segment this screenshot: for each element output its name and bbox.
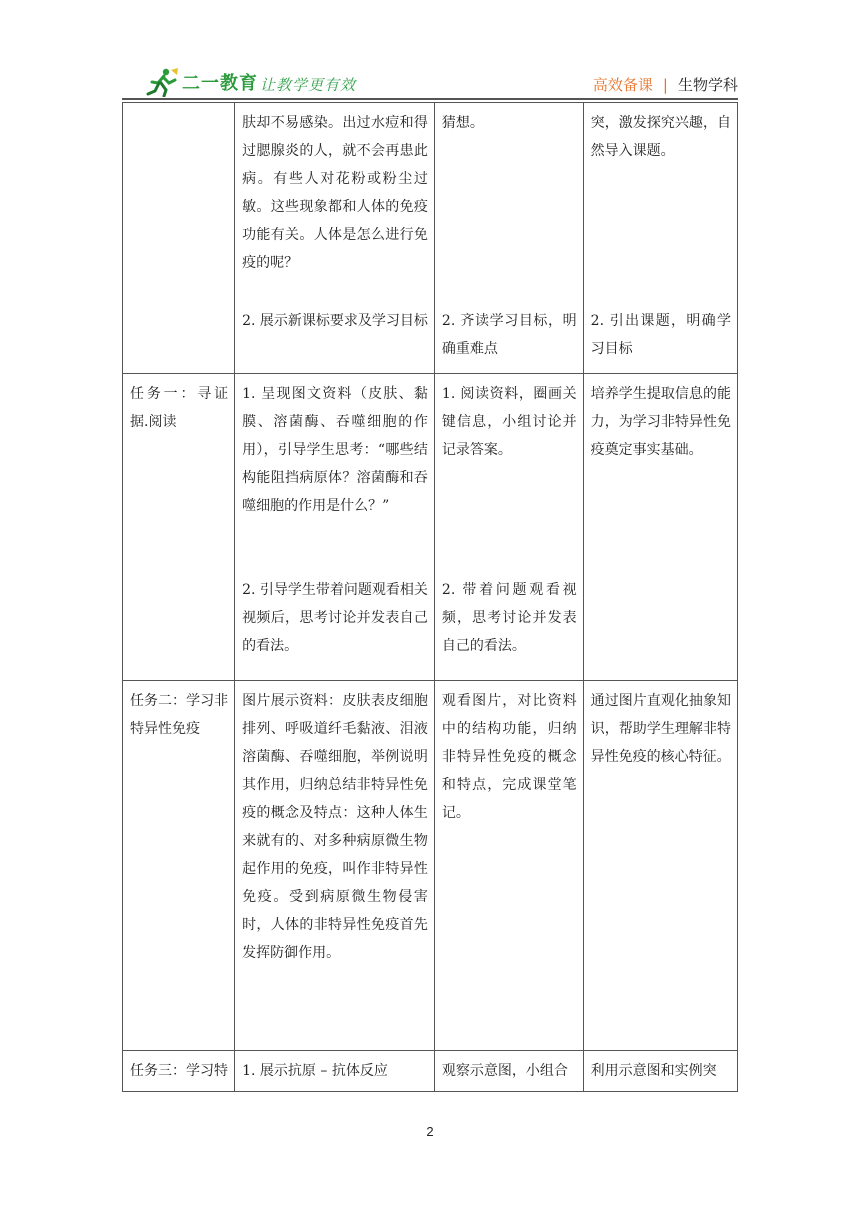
cell-paragraph: 1. 呈现图文资料（皮肤、黏膜、溶菌酶、吞噬细胞的作用），引导学生思考：“哪些结构能阻挡病原体？溶菌酶和吞噬细胞的作用是什么？” — [242, 386, 428, 514]
brand-slogan: 让教学更有效 — [260, 76, 357, 94]
cell-paragraph: 2. 引出课题，明确学习目标 — [590, 313, 731, 357]
table-cell: 利用示意图和实例突 — [583, 1051, 737, 1092]
table-row — [123, 1051, 738, 1092]
table-row — [123, 374, 738, 681]
table-cell: 培养学生提取信息的能力，为学习非特异性免疫奠定事实基础。 — [583, 374, 737, 681]
cell-paragraph: 2. 带着问题观看视频，思考讨论并发表自己的看法。 — [441, 582, 577, 654]
cell-paragraph: 猜想。 — [441, 115, 484, 131]
header-course-type: 高效备课 — [592, 76, 653, 94]
header-divider — [122, 98, 738, 100]
table-row — [123, 103, 738, 374]
task-name-cell: 任务一：寻证据.阅读 — [123, 374, 235, 681]
cell-paragraph: 肤却不易感染。出过水痘和得过腮腺炎的人，就不会再患此病。有些人对花粉或粉尘过敏。这些现象都和人体的免疫功能有关。人体是怎么进行免疫的呢？ — [242, 115, 428, 271]
lesson-plan-table — [122, 102, 738, 1092]
table-cell: 观看图片，对比资料中的结构功能，归纳非特异性免疫的概念和特点，完成课堂笔记。 — [434, 681, 583, 1051]
table-cell — [235, 103, 435, 374]
cell-paragraph: 2. 齐读学习目标，明确重难点 — [441, 313, 577, 357]
table-cell — [434, 374, 583, 681]
cell-paragraph: 1. 阅读资料，圈画关键信息，小组讨论并记录答案。 — [441, 386, 577, 458]
table-cell: 观察示意图，小组合 — [434, 1051, 583, 1092]
table-cell — [123, 103, 235, 374]
task-name-cell: 任务二：学习非特异性免疫 — [123, 681, 235, 1051]
header-subject-name: 生物学科 — [677, 76, 738, 94]
table-row — [123, 681, 738, 1051]
cell-paragraph: 2. 展示新课标要求及学习目标 — [242, 313, 428, 329]
header-subject — [593, 74, 738, 95]
task-name-cell: 任务三：学习特 — [123, 1051, 235, 1092]
running-man-icon — [144, 67, 180, 97]
brand-name: 二一教育 — [182, 73, 258, 94]
cell-paragraph: 2. 引导学生带着问题观看相关视频后，思考讨论并发表自己的看法。 — [242, 582, 428, 654]
brand-logo — [144, 66, 258, 98]
table-cell: 1. 展示抗原 – 抗体反应 — [235, 1051, 435, 1092]
page-header — [122, 66, 738, 98]
table-cell — [434, 103, 583, 374]
header-separator: | — [662, 75, 668, 94]
table-cell — [583, 103, 737, 374]
table-cell — [235, 374, 435, 681]
page-number: 2 — [426, 1124, 434, 1139]
table-cell: 通过图片直观化抽象知识，帮助学生理解非特异性免疫的核心特征。 — [583, 681, 737, 1051]
table-cell: 图片展示资料：皮肤表皮细胞排列、呼吸道纤毛黏液、泪液溶菌酶、吞噬细胞，举例说明其作用，归纳总结非特异性免疫的概念及特点：这种人体生来就有的、对多种病原微生物起作用的免疫，叫作非特异性免疫。受到病原微生物侵害时，人体的非特异性免疫首先发挥防御作用。 — [235, 681, 435, 1051]
cell-paragraph: 突，激发探究兴趣，自然导入课题。 — [590, 115, 731, 159]
